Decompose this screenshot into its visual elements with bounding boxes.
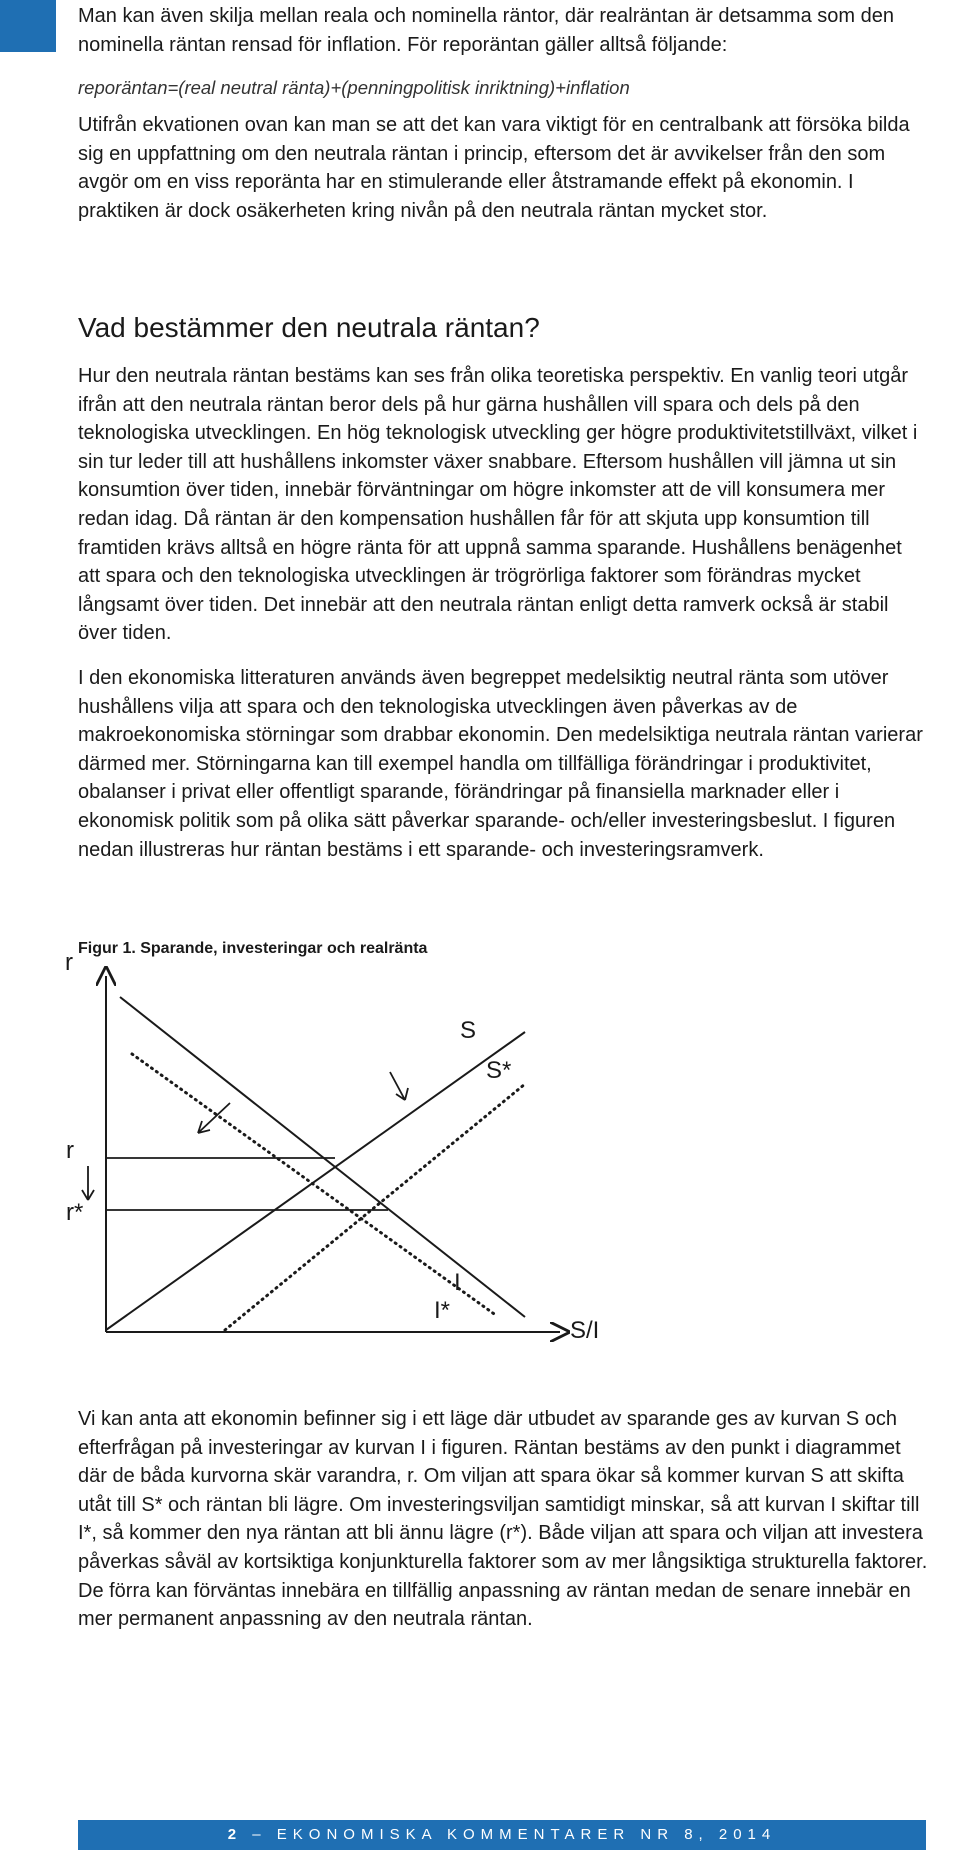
shift-arrow-S — [390, 1072, 408, 1100]
x-axis-label: S/I — [570, 1317, 600, 1344]
series-I-label: I — [454, 1269, 461, 1296]
shift-arrow-r — [82, 1166, 94, 1200]
intro-paragraph-2: Utifrån ekvationen ovan kan man se att det kan vara viktigt för en centralbank att försöka bilda sig en uppfattning om den neutrala räntan i princip, eftersom det är avvikelser från den som avgör om en viss reporänta har en stimulerande eller åtstramande effekt på ekonomin. I praktiken är dock osäkerheten kring nivån på den neutrala räntan mycket stor. — [78, 114, 910, 222]
y-axis-label: r — [65, 949, 73, 976]
series-I-line — [120, 997, 525, 1317]
outro-section — [78, 1405, 928, 1634]
series-Sstar-label: S* — [486, 1057, 512, 1084]
paragraph-explanation: Vi kan anta att ekonomin befinner sig i ett läge där utbudet av sparande ges av kurvan S och efterfrågan på investeringar av kurvan I i figuren. Räntan bestäms av den punkt i diagrammet där de båda kurvorna skär varandra, r. Om viljan att spara ökar så kommer kurvan S att skifta utåt till S* och räntan bli lägre. Om investeringsviljan samtidigt minskar, så att kurvan I skiftar till I*, så kommer den nya räntan att bli ännu lägre (r*). Både viljan att spara och viljan att investera påverkas såväl av kortsiktiga konjunkturella faktorer som av mer långsiktiga strukturella faktorer. De förra kan förväntas innebära en tillfällig anpassning av räntan medan de senare innebär en mer permanent anpassning av den neutrala räntan. — [78, 1408, 928, 1631]
intro-paragraph-1: Man kan även skilja mellan reala och nominella räntor, där realräntan är detsamma som den nominella räntan rensad för inflation. För reporäntan gäller alltså följande: — [78, 5, 894, 56]
formula: reporäntan=(real neutral ränta)+(penningpolitisk inriktning)+inflation — [78, 77, 630, 99]
body-section — [78, 362, 928, 864]
paragraph-theory: Hur den neutrala räntan bestäms kan ses från olika teoretiska perspektiv. En vanlig teori utgår ifrån att den neutrala räntan beror dels på hur gärna hushållen vill spara och dels på den teknologiska utvecklingen. En hög teknologisk utveckling ger högre produktivitetstillväxt, vilket i sin tur leder till att hushållens inkomster växer snabbare. Eftersom hushållen vill jämna ut sin konsumtion över tiden, innebär förväntningar om högre inkomster att de vill konsumera mer redan idag. Då räntan är den kompensation hushållen får för att skjuta upp konsumtion till framtiden krävs alltså en högre ränta för att uppnå samma sparande. Hushållens benägenhet att spara och den teknologiska utvecklingen är trögrörliga faktorer som förändras mycket långsamt över tiden. Det innebär att den neutrala räntan enligt detta ramverk också är stabil över tiden. — [78, 365, 918, 645]
series-Istar-label: I* — [434, 1297, 451, 1324]
footer-bar — [78, 1820, 926, 1850]
intro-section — [78, 2, 928, 226]
footer-text: – EKONOMISKA KOMMENTARER NR 8, 2014 — [242, 1826, 777, 1843]
series-Istar-line — [132, 1054, 497, 1316]
corner-block — [0, 0, 56, 52]
figure-chart — [65, 949, 630, 1360]
shift-arrow-I — [198, 1103, 230, 1133]
paragraph-medium-term: I den ekonomiska litteraturen används även begreppet medelsiktig neutral ränta som utöver hushållens vilja att spara och den teknologiska utvecklingen även påverkas av de makroekonomiska störningar som drabbar ekonomin. Den medelsiktiga neutrala räntan varierar därmed mer. Störningarna kan till exempel handla om tillfälliga förändringar i produktivitet, obalanser i privat eller offentligt sparande, förändringar på finansiella marknader eller i ekonomisk politik som på olika sätt påverkar sparande- och/eller investeringsbeslut. I figuren nedan illustreras hur räntan bestäms i ett sparande- och investeringsramverk. — [78, 666, 923, 861]
series-Sstar-line — [225, 1084, 525, 1330]
figure-caption: Figur 1. Sparande, investeringar och realränta — [78, 940, 428, 957]
series-S-label: S — [460, 1017, 477, 1044]
annotation-r-label: r — [66, 1137, 74, 1164]
annotation-rstar-label: r* — [66, 1199, 84, 1226]
section-heading: Vad bestämmer den neutrala räntan? — [78, 312, 540, 343]
series-S-line — [106, 1032, 525, 1330]
page-number: 2 — [227, 1826, 243, 1843]
